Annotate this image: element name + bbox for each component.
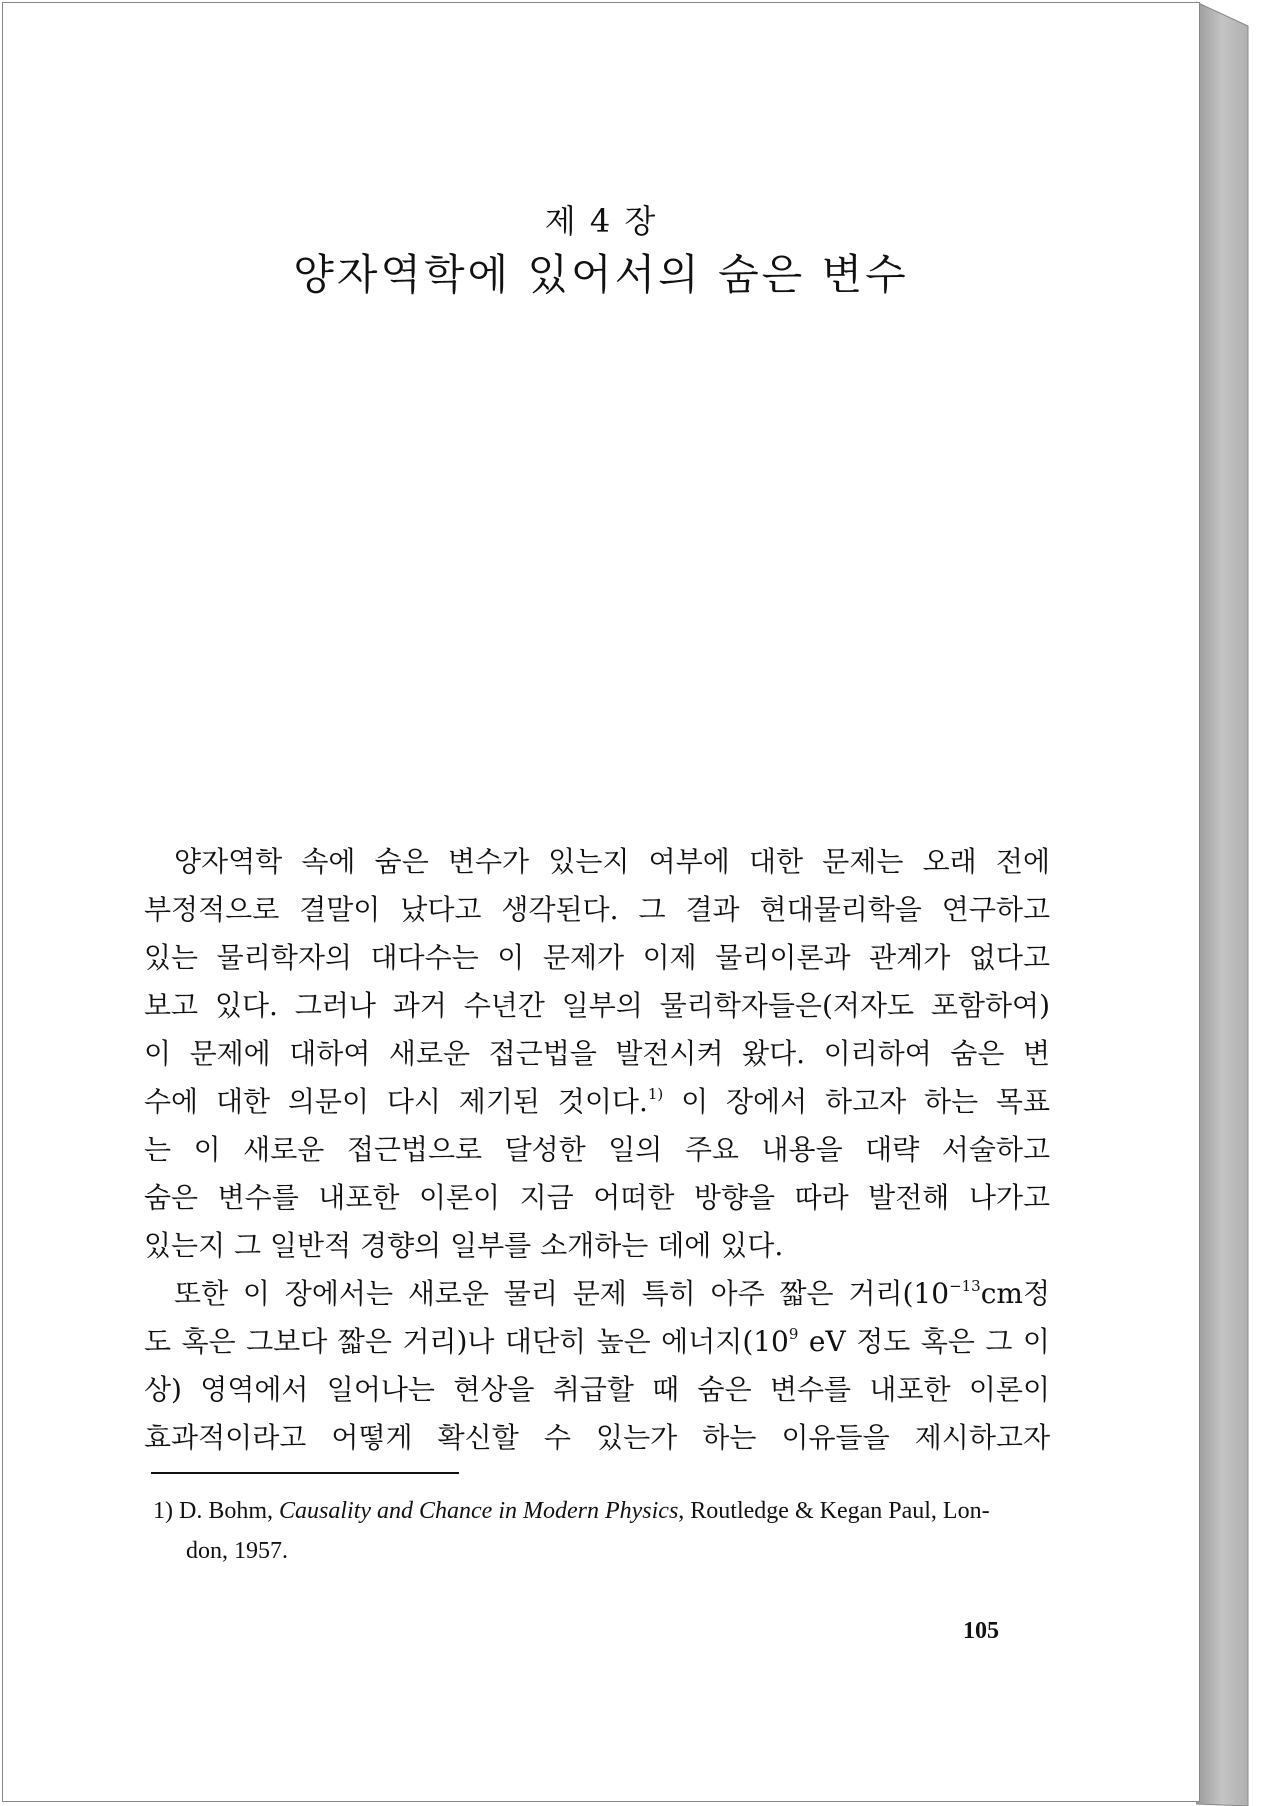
paragraph-line-head: 도 혹은 그보다 짧은 거리)나 대단히 높은 에너지(10 — [144, 1325, 789, 1358]
paragraph-line: 는 이 새로운 접근법으로 달성한 일의 주요 내용을 대략 서술하고 — [144, 1133, 1050, 1166]
paragraph-line: 이 문제에 대하여 새로운 접근법을 발전시켜 왔다. 이리하여 숨은 변 — [144, 1037, 1050, 1070]
footnote-continuation: don, 1957. — [186, 1538, 288, 1564]
paragraph-line-head: 수에 대한 의문이 다시 제기된 것이다. — [144, 1085, 648, 1118]
paragraph-line-head: 또한 이 장에서는 새로운 물리 문제 특히 아주 짧은 거리(10 — [174, 1277, 950, 1310]
paragraph-line-with-footnote — [144, 1078, 1050, 1126]
paragraph-line-tail: 이 장에서 하고자 하는 목표 — [663, 1085, 1050, 1118]
footnote-separator — [151, 1472, 459, 1474]
paragraph-line-tail: cm정 — [980, 1277, 1050, 1310]
page-number: 105 — [963, 1618, 999, 1644]
paragraph-line: 숨은 변수를 내포한 이론이 지금 어떠한 방향을 따라 발전해 나가고 — [144, 1181, 1050, 1214]
book-edge-shadow — [1196, 0, 1273, 1806]
footnote-author: D. Bohm, — [179, 1498, 274, 1524]
footnote-publisher: , Routledge & Kegan Paul, Lon- — [678, 1498, 990, 1524]
paragraph-line: 부정적으로 결말이 났다고 생각된다. 그 결과 현대물리학을 연구하고 — [144, 893, 1050, 926]
paragraph-line: 상) 영역에서 일어나는 현상을 취급할 때 숨은 변수를 내포한 이론이 — [144, 1373, 1050, 1406]
paragraph-line: 양자역학 속에 숨은 변수가 있는지 여부에 대한 문제는 오래 전에 — [174, 845, 1050, 878]
chapter-number: 제 4 장 — [544, 202, 658, 240]
paragraph-line: 효과적이라고 어떻게 확신할 수 있는가 하는 이유들을 제시하고자 — [144, 1421, 1050, 1454]
exponent: 9 — [788, 1325, 799, 1343]
footnote-marker: 1) — [153, 1498, 173, 1524]
paragraph-line: 있는 물리학자의 대다수는 이 문제가 이제 물리이론과 관계가 없다고 — [144, 941, 1050, 974]
paragraph-line-with-exponent — [144, 1318, 1050, 1366]
footnote-line — [153, 1491, 1050, 1531]
paragraph-line-with-exponent — [144, 1270, 1050, 1318]
footnote-book-title: Causality and Chance in Modern Physics — [279, 1498, 679, 1524]
book-page — [2, 2, 1200, 1802]
chapter-title: 양자역학에 있어서의 숨은 변수 — [293, 250, 909, 299]
body-text — [144, 838, 1050, 1462]
paragraph-line: 보고 있다. 그러나 과거 수년간 일부의 물리학자들은(저자도 포함하여) — [144, 989, 1050, 1022]
paragraph-line: 있는지 그 일반적 경향의 일부를 소개하는 데에 있다. — [144, 1229, 784, 1262]
paragraph-line-tail: eV 정도 혹은 그 이 — [798, 1325, 1050, 1358]
exponent: −13 — [949, 1277, 981, 1295]
footnote-reference[interactable]: 1) — [647, 1085, 664, 1103]
footnotes — [153, 1491, 1050, 1571]
